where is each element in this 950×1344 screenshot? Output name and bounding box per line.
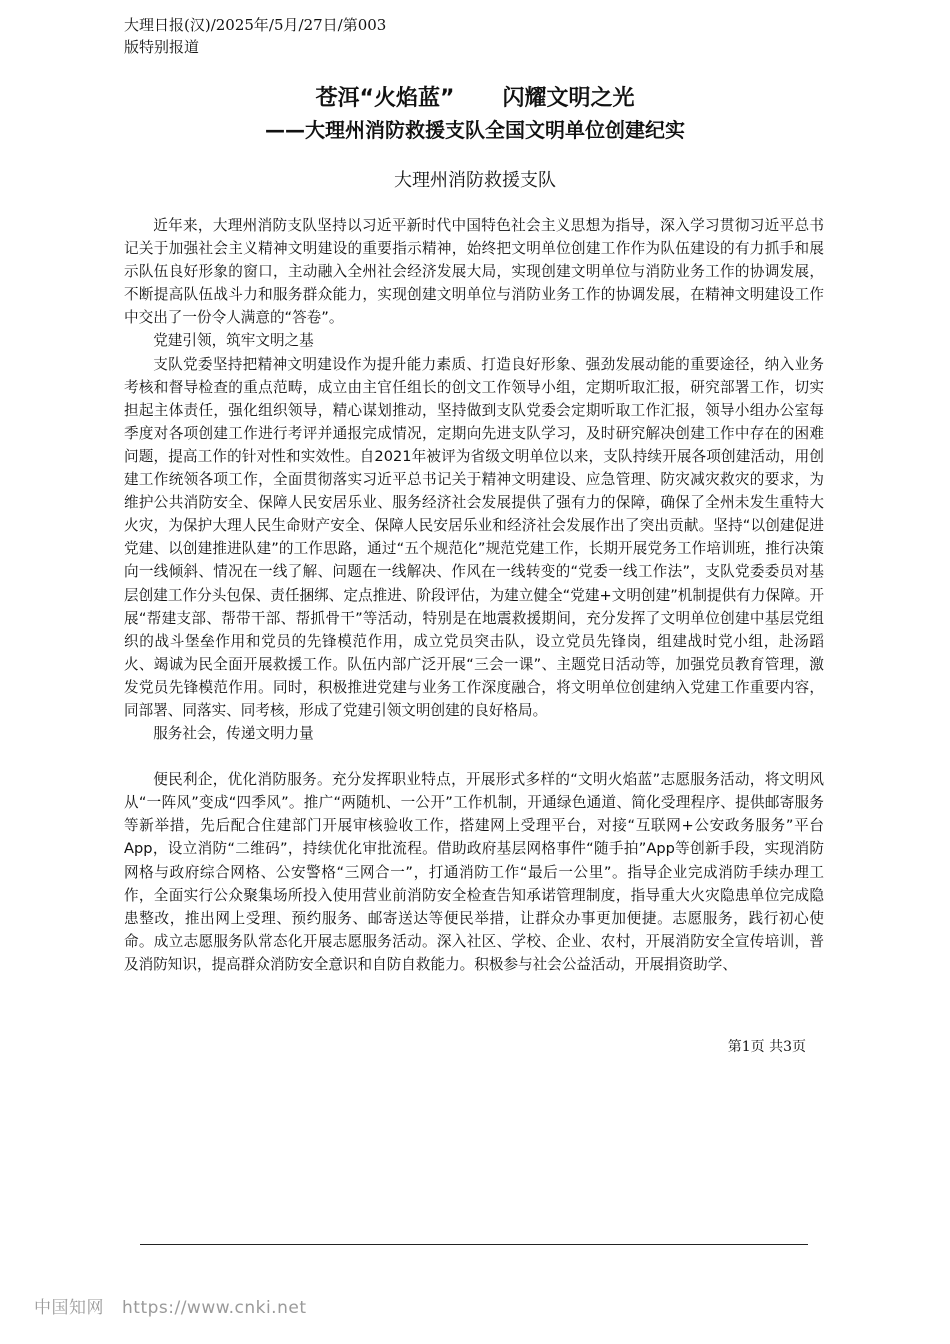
cnki-watermark — [34, 1293, 306, 1318]
article-body — [124, 214, 824, 976]
source-line — [124, 14, 444, 58]
page-number: 第1页 共3页 — [727, 1039, 806, 1055]
paragraph-intro: 近年来，大理州消防支队坚持以习近平新时代中国特色社会主义思想为指导，深入学习贯彻习近平总书记关于加强社会主义精神文明建设的重要指示精神，始终把文明单位创建工作作为队伍建设的有力抓手和展示队伍良好形象的窗口，主动融入全州社会经济发展大局，实现创建文明单位与消防业务工作的协调发展，不断提高队伍战斗力和服务群众能力，实现创建文明单位与消防业务工作的协调发展，在精神文明建设工作中交出了一份令人满意的“答卷”。 — [124, 217, 824, 327]
footer-divider — [140, 1244, 808, 1245]
watermark-url: https://www.cnki.net — [122, 1298, 307, 1318]
watermark-brand: 中国知网 — [34, 1298, 104, 1318]
article-title-part2: 闪耀文明之光 — [502, 86, 635, 111]
article-title-part1: 苍洱“火焰蓝” — [315, 86, 455, 111]
paragraph-social-service: 便民利企，优化消防服务。充分发挥职业特点，开展形式多样的“文明火焰蓝”志愿服务活动，将文明风从“一阵风”变成“四季风”。推广“两随机、一公开”工作机制，开通绿色通道、简化受理程序、提供邮寄服务等新举措，先后配合住建部门开展审核验收工作，搭建网上受理平台，对接“互联网+公安政务服务”平台App，设立消防“二维码”，持续优化审批流程。借助政府基层网格事件“随手拍”App等创新手段，实现消防网格与政府综合网格、公安警格“三网合一”，打通消防工作“最后一公里”。指导企业完成消防手续办理工作，全面实行公众聚集场所投入使用营业前消防安全检查告知承诺管理制度，指导重大火灾隐患单位完成隐患整改，推出网上受理、预约服务、邮寄送达等便民举措，让群众办事更加便捷。志愿服务，践行初心使命。成立志愿服务队常态化开展志愿服务活动。深入社区、学校、企业、农村，开展消防安全宣传培训，普及消防知识，提高群众消防安全意识和自防自救能力。积极参与社会公益活动，开展捐资助学、 — [124, 771, 824, 973]
article-title — [0, 84, 950, 114]
source-line-2: 版特别报道 — [124, 38, 200, 56]
section-heading-social-service: 服务社会，传递文明力量 — [153, 725, 314, 743]
section-heading-party-building: 党建引领，筑牢文明之基 — [153, 332, 314, 350]
article-subtitle: ——大理州消防救援支队全国文明单位创建纪实 — [265, 118, 685, 142]
source-line-1: 大理日报(汉)/2025年/5月/27日/第003 — [124, 16, 387, 34]
article-author: 大理州消防救援支队 — [394, 170, 556, 191]
paragraph-party-building: 支队党委坚持把精神文明建设作为提升能力素质、打造良好形象、强劲发展动能的重要途径，纳入业务考核和督导检查的重点范畴，成立由主官任组长的创文工作领导小组，定期听取汇报，研究部署工作，切实担起主体责任，强化组织领导，精心谋划推动，坚持做到支队党委会定期听取工作汇报，领导小组办公室每季度对各项创建工作进行考评并通报完成情况，定期向先进支队学习，及时研究解决创建工作中存在的困难问题，提高工作的针对性和实效性。自2021年被评为省级文明单位以来，支队持续开展各项创建活动，用创建工作统领各项工作，全面贯彻落实习近平总书记关于精神文明建设、应急管理、防灾减灾救灾的要求，为维护公共消防安全、保障人民安居乐业、服务经济社会发展提供了强有力的保障，确保了全州未发生重特大火灾，为保护大理人民生命财产安全、保障人民安居乐业和经济社会发展作出了突出贡献。坚持“以创建促进党建、以创建推进队建”的工作思路，通过“五个规范化”规范党建工作，长期开展党务工作培训班，推行决策向一线倾斜、情况在一线了解、问题在一线解决、作风在一线转变的“党委一线工作法”，支队党委委员对基层创建工作分头包保、责任捆绑、定点推进、阶段评估，为建立健全“党建+文明创建”机制提供有力保障。开展“帮建支部、帮带干部、帮抓骨干”等活动，特别是在地震救援期间，充分发挥了文明单位创建中基层党组织的战斗堡垒作用和党员的先锋模范作用，成立党员突击队，设立党员先锋岗，组建战时党小组，赴汤蹈火、竭诚为民全面开展救援工作。队伍内部广泛开展“三会一课”、主题党日活动等，加强党员教育管理，激发党员先锋模范作用。同时，积极推进党建与业务工作深度融合，将文明单位创建纳入党建工作重要内容，同部署、同落实、同考核，形成了党建引领文明创建的良好格局。 — [124, 355, 824, 719]
